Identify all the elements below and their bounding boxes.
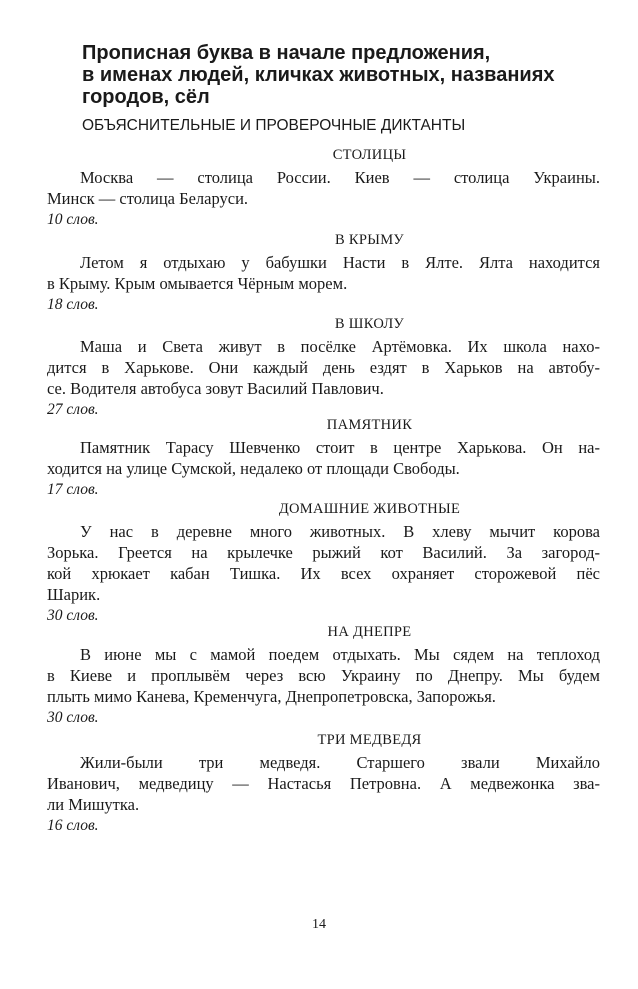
dictation-title: В КРЫМУ	[335, 232, 404, 248]
word-count: 10 слов.	[47, 211, 99, 228]
dictation-text	[47, 437, 600, 479]
dictation-line: дится в Харькове. Они каждый день ездят в Харьков на автобу-	[47, 358, 600, 377]
dictation-line: ходится на улице Сумской, недалеко от площади Свободы.	[47, 459, 460, 478]
dictation-title: НА ДНЕПРЕ	[327, 624, 412, 640]
dictation-title: В ШКОЛУ	[334, 316, 405, 332]
word-count: 17 слов.	[47, 481, 99, 498]
dictation-line: Шарик.	[47, 585, 101, 604]
dictation-line: в Киеве и проплывём через всю Украину по Днепру. Мы будем	[47, 666, 600, 685]
dictation-three-bears	[47, 731, 600, 836]
dictation-on-dnieper	[47, 623, 600, 728]
word-count: 30 слов.	[47, 607, 99, 624]
dictation-line: Памятник Тарасу Шевченко стоит в центре Харькова. Он на-	[80, 438, 600, 457]
dictation-text	[47, 167, 600, 209]
dictation-line: Маша и Света живут в посёлке Артёмовка. Их школа нахо-	[80, 337, 600, 356]
dictation-line: В июне мы с мамой поедем отдыхать. Мы сядем на теплоход	[80, 645, 600, 664]
dictation-line: кой хрюкает кабан Тишка. Их всех охраняет сторожевой пёс	[47, 564, 600, 583]
page-number: 14	[312, 917, 326, 932]
dictation-line: Минск — столица Беларуси.	[47, 189, 249, 208]
dictation-text	[47, 336, 600, 399]
dictation-title: ПАМЯТНИК	[326, 417, 413, 433]
dictation-line: Иванович, медведицу — Настасья Петровна. А медвежонка зва-	[47, 774, 600, 793]
dictation-crimea	[47, 231, 600, 315]
dictation-monument	[47, 416, 600, 500]
word-count: 27 слов.	[47, 401, 99, 418]
word-count: 18 слов.	[47, 296, 99, 313]
dictation-text	[47, 752, 600, 815]
dictation-line: се. Водителя автобуса зовут Василий Павлович.	[47, 379, 384, 398]
dictation-capitals	[47, 146, 600, 230]
section-title-line: городов, сёл	[82, 86, 210, 108]
dictation-line: У нас в деревне много животных. В хлеву мычит корова	[80, 522, 600, 541]
dictation-line: плыть мимо Канева, Кременчуга, Днепропетровска, Запорожья.	[47, 687, 496, 706]
section-title	[82, 42, 602, 108]
dictation-title: ТРИ МЕДВЕДЯ	[317, 732, 422, 748]
dictation-line: Летом я отдыхаю у бабушки Насти в Ялте. Ялта находится	[80, 253, 600, 272]
dictation-title: СТОЛИЦЫ	[332, 147, 407, 163]
dictation-line: Москва — столица России. Киев — столица Украины.	[80, 168, 600, 187]
dictation-text	[47, 644, 600, 707]
dictation-text	[47, 252, 600, 294]
dictation-line: Зорька. Греется на крылечке рыжий кот Василий. За загород-	[47, 543, 600, 562]
word-count: 30 слов.	[47, 709, 99, 726]
section-title-line: Прописная буква в начале предложения,	[82, 42, 491, 64]
dictation-title: ДОМАШНИЕ ЖИВОТНЫЕ	[278, 501, 461, 517]
dictation-line: в Крыму. Крым омывается Чёрным морем.	[47, 274, 348, 293]
dictation-line: Жили-были три медведя. Старшего звали Михайло	[80, 753, 600, 772]
word-count: 16 слов.	[47, 817, 99, 834]
section-subtitle: ОБЪЯСНИТЕЛЬНЫЕ И ПРОВЕРОЧНЫЕ ДИКТАНТЫ	[82, 117, 466, 134]
section-title-line: в именах людей, кличках животных, названиях	[82, 64, 555, 86]
dictation-pets	[47, 500, 600, 626]
dictation-text	[47, 521, 600, 605]
dictation-line: ли Мишутка.	[47, 795, 140, 814]
dictation-to-school	[47, 315, 600, 420]
